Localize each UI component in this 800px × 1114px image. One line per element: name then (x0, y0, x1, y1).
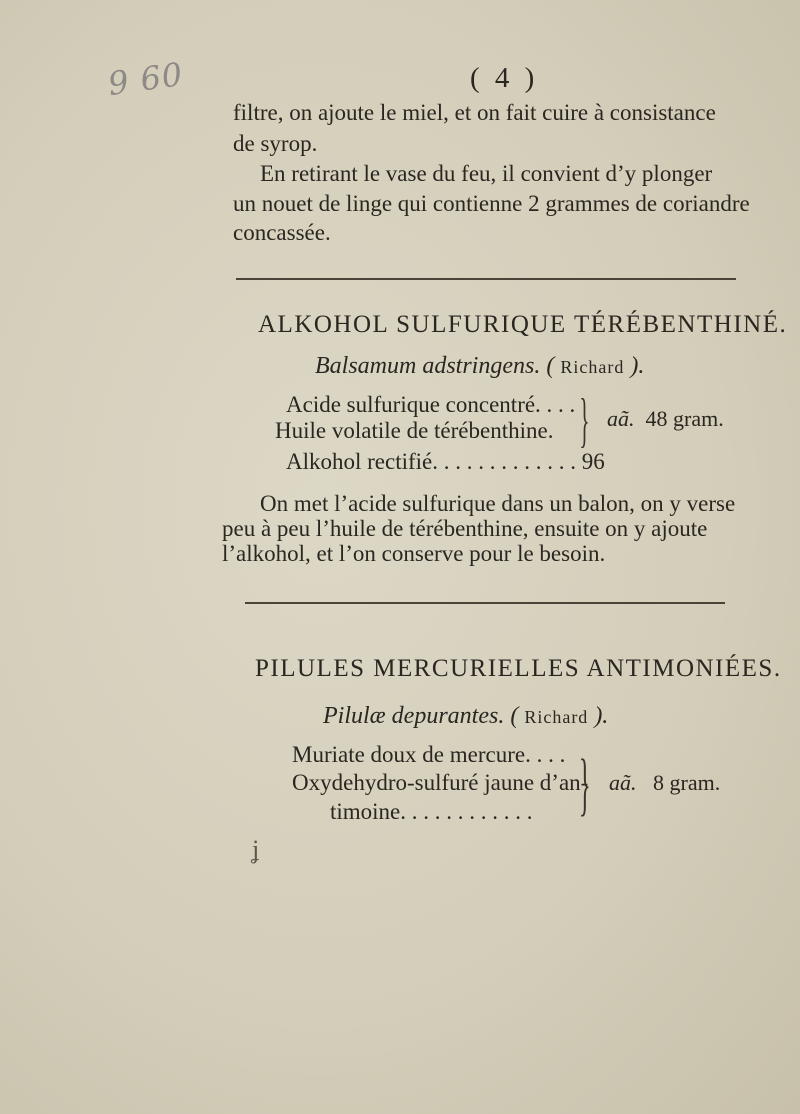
intro-line-4: un nouet de linge qui contienne 2 grammes de coriandre (233, 191, 750, 216)
section2-ingredient-1: Muriate doux de mercure. . . . (292, 742, 566, 767)
section1-text-line-3: l’alkohol, et l’on conserve pour le besoin. (222, 541, 606, 566)
section1-text-line-1: On met l’acide sulfurique dans un balon, on y verse (260, 491, 736, 516)
section-divider-2 (245, 602, 725, 604)
section1-ingredient-3-amount: 96 (581, 449, 605, 474)
pencil-annotation: 9 60 (105, 54, 186, 104)
brace-symbol: } (578, 746, 591, 823)
section2-title: PILULES MERCURIELLES ANTIMONIÉES. (255, 655, 782, 682)
page-number: ( 4 ) (470, 62, 539, 94)
intro-line-3: En retirant le vase du feu, il convient d’y plonger (260, 161, 713, 186)
intro-line-2: de syrop. (233, 131, 318, 156)
brace-symbol: } (579, 387, 590, 453)
section1-author: Richard (560, 357, 625, 377)
signature-mark: ʝ (252, 835, 260, 864)
section-divider-1 (236, 278, 736, 280)
intro-line-1: filtre, on ajoute le miel, et on fait cuire à consistance (233, 100, 716, 125)
section2-subtitle-line: Pilulæ depurantes. ( Richard ). (323, 703, 609, 729)
section1-text-line-2: peu à peu l’huile de térébenthine, ensuite on y ajoute (222, 516, 708, 541)
intro-line-5: concassée. (233, 220, 331, 245)
section1-ingredient-3 (286, 449, 605, 475)
section1-dose (607, 406, 724, 432)
section1-subtitle: Balsamum adstringens. (315, 353, 541, 379)
section1-ingredient-3-name: Alkohol rectifié. . . . . . . . . . . . . (286, 449, 577, 474)
section2-ingredient-2: Oxydehydro-sulfuré jaune d’an- (292, 770, 589, 795)
section2-dose-aa: aã. (609, 770, 637, 795)
section2-ingredient-3: timoine. . . . . . . . . . . . (330, 799, 533, 824)
section1-subtitle-line: Balsamum adstringens. ( Richard ). (315, 353, 645, 379)
section2-dose-amount: 8 gram. (653, 770, 721, 795)
section2-dose (609, 770, 720, 796)
section2-subtitle: Pilulæ depurantes. (323, 703, 505, 729)
section1-title: ALKOHOL SULFURIQUE TÉRÉBENTHINÉ. (258, 311, 788, 338)
section1-dose-aa: aã. (607, 406, 635, 431)
section1-ingredient-2: Huile volatile de térébenthine. (275, 418, 554, 443)
section1-dose-amount: 48 gram. (645, 406, 724, 431)
section1-ingredient-1: Acide sulfurique concentré. . . . (286, 392, 576, 417)
section2-author: Richard (524, 707, 589, 727)
